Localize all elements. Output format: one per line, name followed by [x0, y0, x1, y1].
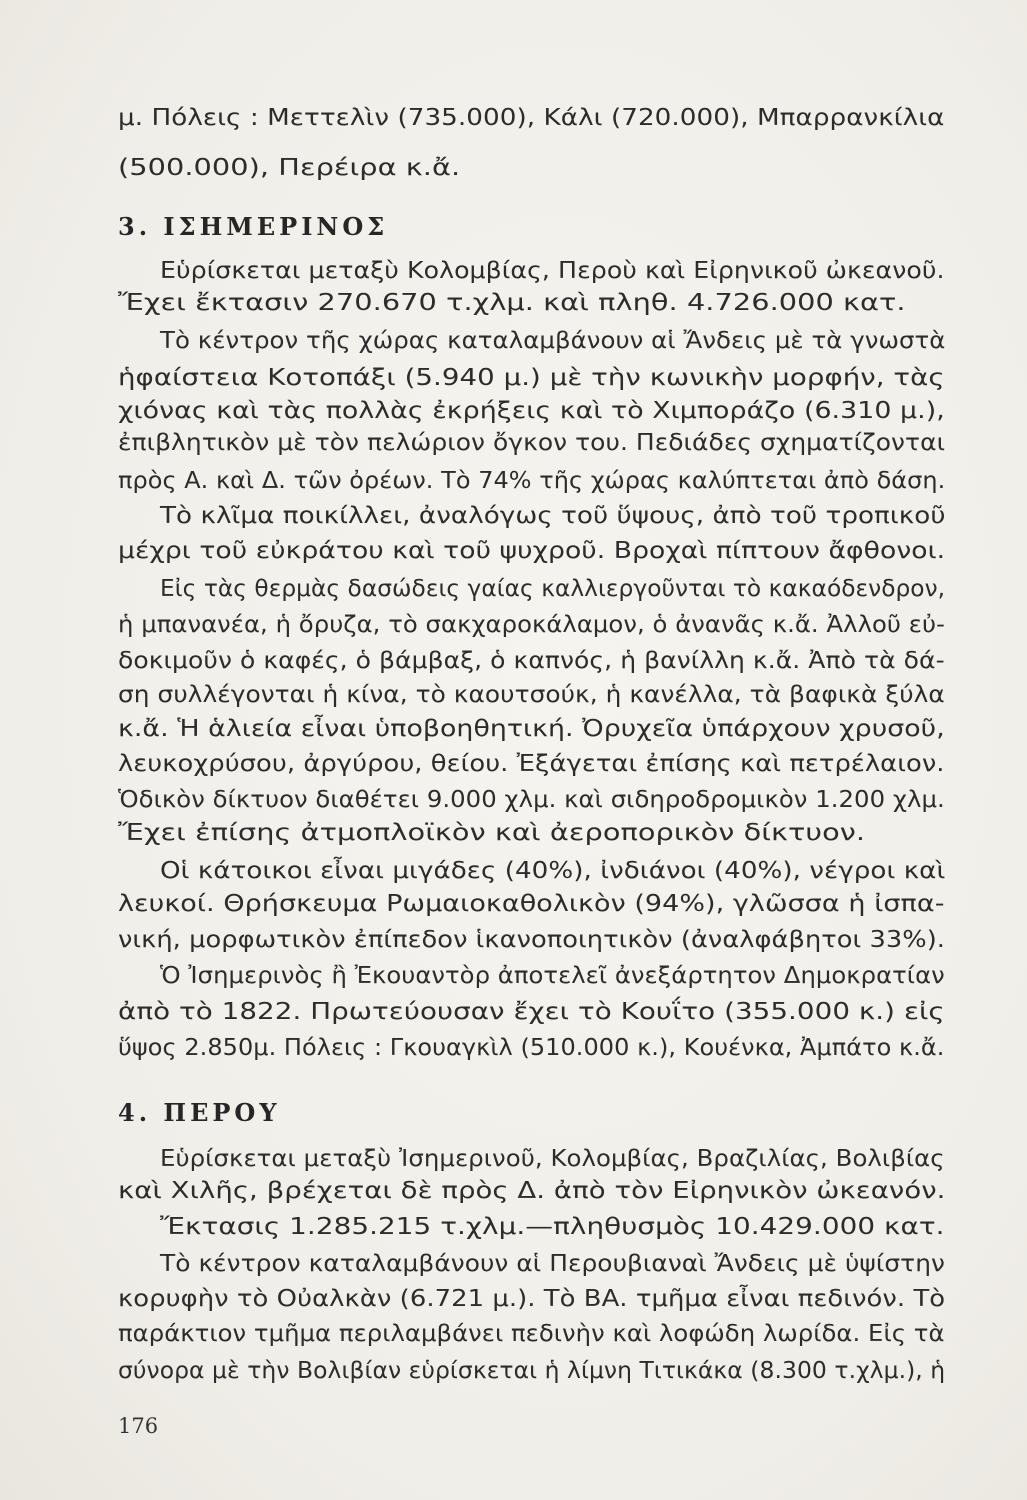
text-line: λευκοί. Θρήσκευμα Ρωμαιοκαθολικὸν (94%), γλῶσσα ἡ ἰσπα- [118, 891, 945, 917]
section-heading: 3. ΙΣΗΜΕΡΙΝΟΣ [118, 212, 389, 241]
text-line: ὕψος 2.850μ. Πόλεις : Γκουαγκὶλ (510.000 κ.), Κουένκα, Ἀμπάτο κ.ἄ. [118, 1035, 945, 1061]
text-line: παράκτιον τμῆμα περιλαμβάνει πεδινὴν καὶ λοφώδη λωρίδα. Εἰς τὰ [118, 1321, 945, 1347]
text-line: κ.ἄ. Ἡ ἁλιεία εἶναι ὑποβοηθητική. Ὀρυχεῖα ὑπάρχουν χρυσοῦ, [118, 716, 945, 742]
text-line: Ἔχει ἐπίσης ἀτμοπλοϊκὸν καὶ ἀεροπορικὸν δίκτυον. [118, 820, 866, 846]
text-line: ἡ μπανανέα, ἡ ὄρυζα, τὸ σακχαροκάλαμον, ὁ ἀνανᾶς κ.ἄ. Ἀλλοῦ εὐ- [118, 612, 945, 638]
text-line: ἐπιβλητικὸν μὲ τὸν πελώριον ὄγκον του. Πεδιάδες σχηματίζονται [118, 430, 946, 456]
text-line: Ἔκτασις 1.285.215 τ.χλμ.—πληθυσμὸς 10.429.000 κατ. [160, 1214, 945, 1240]
text-line: Τὸ κέντρον τῆς χώρας καταλαμβάνουν αἱ Ἄνδεις μὲ τὰ γνωστὰ [160, 328, 946, 354]
text-line: Τὸ κέντρον καταλαμβάνουν αἱ Περουβιαναὶ Ἄνδεις μὲ ὑψίστην [160, 1251, 945, 1277]
text-line: Εἰς τὰς θερμὰς δασώδεις γαίας καλλιεργοῦνται τὸ κακαόδενδρον, [160, 576, 946, 602]
text-line: δοκιμοῦν ὁ καφές, ὁ βάμβαξ, ὁ καπνός, ἡ βανίλλη κ.ἄ. Ἀπὸ τὰ δά- [118, 648, 945, 674]
text-line: ση συλλέγονται ἡ κίνα, τὸ καουτσούκ, ἡ κανέλλα, τὰ βαφικὰ ξύλα [118, 682, 945, 708]
page-number: 176 [118, 1414, 159, 1438]
text-line: σύνορα μὲ τὴν Βολιβίαν εὑρίσκεται ἡ λίμνη Τιτικάκα (8.300 τ.χλμ.), ἡ [118, 1358, 946, 1384]
text-line: Ὁδικὸν δίκτυον διαθέτει 9.000 χλμ. καὶ σιδηροδρομικὸν 1.200 χλμ. [118, 787, 945, 813]
text-line: καὶ Χιλῆς, βρέχεται δὲ πρὸς Δ. ἀπὸ τὸν Εἰρηνικὸν ὠκεανόν. [118, 1178, 946, 1204]
text-line: Εὑρίσκεται μεταξὺ Ἰσημερινοῦ, Κολομβίας, Βραζιλίας, Βολιβίας [160, 1146, 945, 1172]
text-line: λευκοχρύσου, ἀργύρου, θείου. Ἐξάγεται ἐπίσης καὶ πετρέλαιον. [118, 751, 945, 777]
text-line: Τὸ κλῖμα ποικίλλει, ἀναλόγως τοῦ ὕψους, ἀπὸ τοῦ τροπικοῦ [160, 503, 946, 529]
text-line: Οἱ κάτοικοι εἶναι μιγάδες (40%), ἰνδιάνοι (40%), νέγροι καὶ [160, 858, 946, 884]
text-line: χιόνας καὶ τὰς πολλὰς ἐκρήξεις καὶ τὸ Χιμποράζο (6.310 μ.), [118, 398, 945, 424]
text-line: ἀπὸ τὸ 1822. Πρωτεύουσαν ἔχει τὸ Κουΐτο (355.000 κ.) εἰς [118, 999, 945, 1025]
text-line: νική, μορφωτικὸν ἐπίπεδον ἱκανοποιητικὸν (ἀναλφάβητοι 33%). [118, 927, 946, 953]
text-line: Εὑρίσκεται μεταξὺ Κολομβίας, Περοὺ καὶ Εἰρηνικοῦ ὠκεανοῦ. [160, 258, 945, 284]
text-line: μέχρι τοῦ εὐκράτου καὶ τοῦ ψυχροῦ. Βροχαὶ πίπτουν ἄφθονοι. [118, 538, 946, 564]
text-line: ἡφαίστεια Κοτοπάξι (5.940 μ.) μὲ τὴν κωνικὴν μορφήν, τὰς [118, 365, 945, 391]
text-line: Ἔχει ἔκτασιν 270.670 τ.χλμ. καὶ πληθ. 4.726.000 κατ. [118, 290, 906, 316]
text-line: μ. Πόλεις : Μεττελὶν (735.000), Κάλι (720.000), Μπαρρανκίλια [118, 105, 945, 131]
text-line: κορυφὴν τὸ Οὐαλκὰν (6.721 μ.). Τὸ ΒΑ. τμῆμα εἶναι πεδινόν. Τὸ [118, 1286, 946, 1312]
section-heading: 4. ΠΕΡΟΥ [118, 1098, 281, 1127]
text-line: πρὸς Α. καὶ Δ. τῶν ὀρέων. Τὸ 74% τῆς χώρας καλύπτεται ἀπὸ δάση. [118, 468, 946, 494]
text-line: (500.000), Περέιρα κ.ἄ. [118, 155, 461, 181]
text-line: Ὁ Ἰσημερινὸς ἢ Ἐκουαντὸρ ἀποτελεῖ ἀνεξάρτητον Δημοκρατίαν [160, 963, 945, 989]
